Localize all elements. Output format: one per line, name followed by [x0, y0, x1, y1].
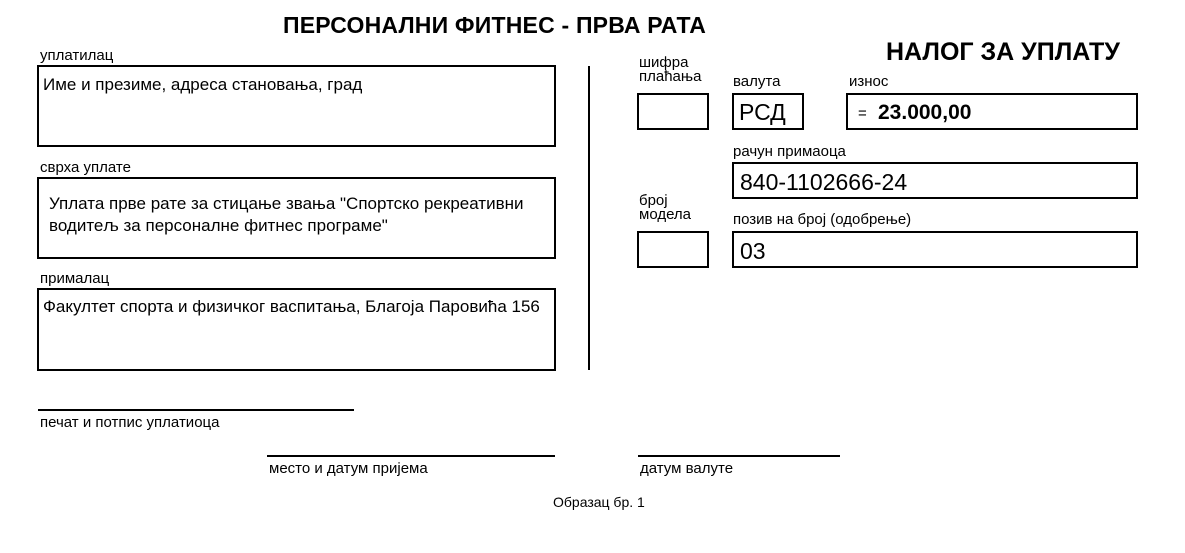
recipient-label: прималац — [40, 270, 110, 287]
model-number-label: број модела — [639, 192, 692, 223]
payer-signature-label: печат и потпис уплатиоца — [40, 414, 220, 431]
place-date-label: место и датум пријема — [269, 460, 428, 477]
reference-label: позив на број (одобрење) — [733, 211, 912, 228]
currency-value: РСД — [739, 99, 786, 125]
payment-code-field[interactable] — [637, 93, 709, 130]
payer-signature-line — [38, 409, 354, 411]
purpose-field[interactable] — [37, 177, 556, 259]
recipient-value: Факултет спорта и физичког васпитања, Благоја Паровића 156 — [43, 297, 540, 316]
currency-label: валута — [733, 73, 781, 90]
amount-value: 23.000,00 — [878, 101, 972, 124]
form-code: Образац бр. 1 — [553, 494, 645, 510]
amount-label: износ — [849, 73, 889, 90]
amount-sign: = — [858, 105, 867, 122]
form-title: НАЛОГ ЗА УПЛАТУ — [886, 38, 1120, 66]
column-divider — [588, 66, 590, 370]
amount-field[interactable] — [846, 93, 1138, 130]
place-date-line — [267, 455, 555, 457]
payer-label: уплатилац — [40, 47, 114, 64]
reference-value: 03 — [740, 238, 766, 264]
recipient-account-value: 840-1102666-24 — [740, 169, 908, 195]
recipient-field[interactable] — [37, 288, 556, 371]
purpose-label: сврха уплате — [40, 159, 131, 176]
recipient-account-field[interactable] — [732, 162, 1138, 199]
payment-code-value — [639, 95, 707, 109]
payment-code-label: шифра плаћања — [639, 54, 702, 85]
payer-field[interactable] — [37, 65, 556, 147]
reference-field[interactable] — [732, 231, 1138, 268]
model-number-field[interactable] — [637, 231, 709, 268]
recipient-account-label: рачун примаоца — [733, 143, 846, 160]
payer-value: Име и презиме, адреса становања, град — [43, 75, 363, 94]
value-date-label: датум валуте — [640, 460, 734, 477]
page-title: ПЕРСОНАЛНИ ФИТНЕС - ПРВА РАТА — [283, 12, 707, 38]
purpose-value: Уплата прве рате за стицање звања "Спортско рекреативни водитељ за персоналне фитнес програме" — [49, 194, 524, 235]
currency-field[interactable] — [732, 93, 804, 130]
value-date-line — [638, 455, 840, 457]
model-number-value — [639, 233, 707, 247]
